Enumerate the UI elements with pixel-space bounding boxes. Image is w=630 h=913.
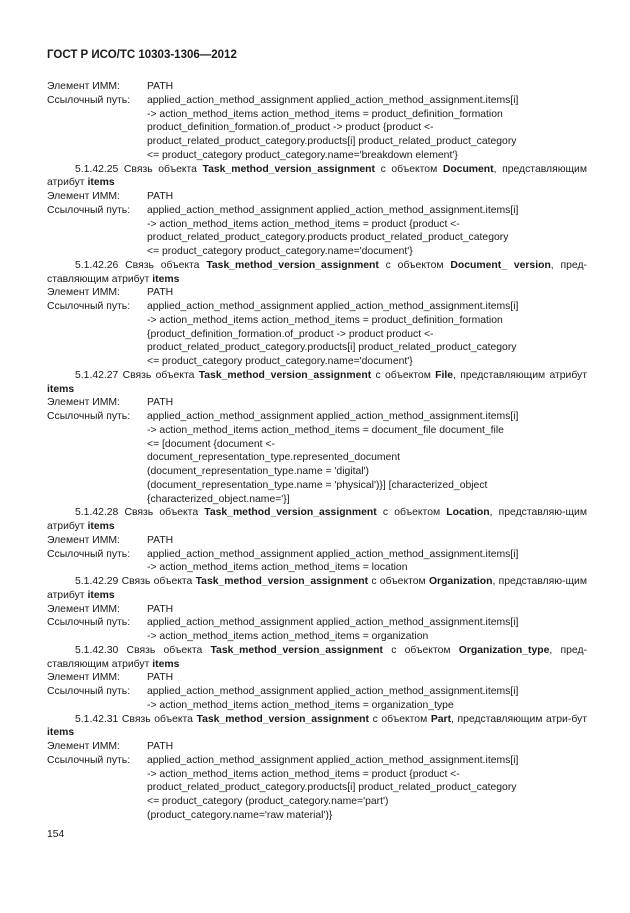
reference-path-line: applied_action_method_assignment applied_action_method_assignment.items[i] xyxy=(147,686,519,697)
heading-bold2: Document_ version xyxy=(450,259,551,271)
mim-element-row xyxy=(47,80,587,94)
reference-path-label: Ссылочный путь: xyxy=(47,686,131,697)
mim-element-value: PATH xyxy=(147,81,174,92)
mim-element-value: PATH xyxy=(147,741,174,752)
mim-element-row xyxy=(47,286,587,300)
reference-path-row xyxy=(47,493,587,507)
mim-element-row xyxy=(47,190,587,204)
reference-path-line: <= product_category (product_category.name='part') xyxy=(147,796,389,807)
reference-path-line: applied_action_method_assignment applied_action_method_assignment.items[i] xyxy=(147,301,519,312)
reference-path-line: -> action_method_items action_method_items = location xyxy=(147,562,408,574)
reference-path-label: Ссылочный путь: xyxy=(47,301,131,312)
mim-element-label: Элемент ИММ: xyxy=(47,191,120,202)
reference-path-line: <= product_category product_category.name='document'} xyxy=(147,356,413,367)
heading-bold1: Task_method_version_assignment xyxy=(196,713,369,725)
reference-path-row xyxy=(47,768,587,782)
heading-bold3: items xyxy=(47,383,75,395)
heading-bold2: Location xyxy=(446,507,490,519)
heading-pre: 5.1.42.27 Связь объекта xyxy=(75,369,199,381)
reference-path-line: product_related_product_category.products[i] product_related_product_category xyxy=(147,782,517,794)
heading-bold3: items xyxy=(152,273,180,285)
reference-path-row xyxy=(47,300,587,314)
heading-post: , представляю-щим атрибут xyxy=(47,576,587,601)
reference-path-line: applied_action_method_assignment applied_action_method_assignment.items[i] xyxy=(147,94,519,106)
reference-path-row xyxy=(47,410,587,424)
mim-element-row xyxy=(47,396,587,410)
section-heading xyxy=(47,644,587,672)
reference-path-row xyxy=(47,561,587,575)
heading-bold3: items xyxy=(47,727,75,739)
reference-path-line: -> action_method_items action_method_items = organization xyxy=(147,631,429,642)
mim-element-row xyxy=(47,671,587,685)
reference-path-line: -> action_method_items action_method_items = document_file document_file xyxy=(147,424,504,436)
reference-path-row xyxy=(47,809,587,823)
reference-path-line: product_related_product_category.products product_related_product_category xyxy=(147,232,509,244)
reference-path-line: product_definition_formation.of_product -> product {product <- xyxy=(147,122,434,134)
reference-path-row xyxy=(47,424,587,438)
heading-bold3: items xyxy=(87,177,115,189)
mim-element-label: Элемент ИММ: xyxy=(47,81,120,92)
heading-pre: 5.1.42.30 Связь объекта xyxy=(75,644,211,656)
section-heading xyxy=(47,575,587,603)
reference-path-line: <= product_category product_category.name='breakdown element'} xyxy=(147,149,458,161)
heading-pre: 5.1.42.29 Связь объекта xyxy=(75,576,196,587)
reference-path-row xyxy=(47,204,587,218)
reference-path-line: applied_action_method_assignment applied_action_method_assignment.items[i] xyxy=(147,548,519,560)
mim-element-row xyxy=(47,603,587,617)
reference-path-row xyxy=(47,218,587,232)
section-heading xyxy=(47,369,587,397)
reference-path-line: {product_definition_formation.of_product -> product product <- xyxy=(147,328,434,340)
reference-path-line: (document_representation_type.name = 'digital') xyxy=(147,466,370,477)
heading-bold1: Task_method_version_assignment xyxy=(195,576,369,587)
heading-post: , представляющим атри-бут xyxy=(451,713,587,725)
heading-pre: 5.1.42.28 Связь объекта xyxy=(75,507,205,519)
reference-path-line: applied_action_method_assignment applied_action_method_assignment.items[i] xyxy=(147,411,519,422)
heading-bold2: Organization_type xyxy=(458,644,550,656)
reference-path-line: -> action_method_items action_method_items = organization_type xyxy=(147,699,454,711)
mim-element-row xyxy=(47,534,587,548)
reference-path-label: Ссылочный путь: xyxy=(47,617,131,629)
heading-bold2: Document xyxy=(442,163,494,175)
heading-mid: с объектом xyxy=(378,259,451,271)
section-heading xyxy=(47,713,587,741)
mim-element-label: Элемент ИММ: xyxy=(47,672,120,684)
reference-path-row xyxy=(47,135,587,149)
heading-mid: с объектом xyxy=(369,713,431,725)
reference-path-label: Ссылочный путь: xyxy=(47,548,131,560)
reference-path-row xyxy=(47,685,587,699)
reference-path-line: applied_action_method_assignment applied_action_method_assignment.items[i] xyxy=(147,617,519,629)
heading-bold1: Task_method_version_assignment xyxy=(202,163,375,175)
heading-bold3: items xyxy=(87,521,115,532)
mim-element-row xyxy=(47,740,587,754)
heading-bold1: Task_method_version_assignment xyxy=(210,644,383,656)
document-body xyxy=(47,80,587,823)
document-header: ГОСТ Р ИСО/ТС 10303-1306—2012 xyxy=(47,49,237,61)
reference-path-row xyxy=(47,149,587,163)
heading-bold2: File xyxy=(435,369,454,381)
reference-path-label: Ссылочный путь: xyxy=(47,754,131,766)
reference-path-line: -> action_method_items action_method_items = product_definition_formation xyxy=(147,314,503,326)
heading-bold2: Organization xyxy=(428,576,493,587)
reference-path-row xyxy=(47,699,587,713)
mim-element-value: PATH xyxy=(147,672,174,684)
reference-path-line: product_related_product_category.products[i] product_related_product_category xyxy=(147,136,517,147)
mim-element-label: Элемент ИММ: xyxy=(47,603,120,615)
reference-path-row xyxy=(47,328,587,342)
reference-path-row xyxy=(47,245,587,259)
reference-path-row xyxy=(47,754,587,768)
reference-path-line: applied_action_method_assignment applied_action_method_assignment.items[i] xyxy=(147,204,519,216)
reference-path-row xyxy=(47,341,587,355)
heading-mid: с объектом xyxy=(368,576,429,587)
mim-element-value: PATH xyxy=(147,287,174,299)
reference-path-row xyxy=(47,479,587,493)
reference-path-row xyxy=(47,465,587,479)
reference-path-row xyxy=(47,616,587,630)
reference-path-line: product_related_product_category.products[i] product_related_product_category xyxy=(147,342,517,354)
reference-path-line: document_representation_type.represented_document xyxy=(147,452,401,464)
heading-bold3: items xyxy=(87,589,115,601)
mim-element-value: PATH xyxy=(147,191,174,202)
reference-path-row xyxy=(47,630,587,644)
heading-mid: с объектом xyxy=(375,163,443,175)
reference-path-label: Ссылочный путь: xyxy=(47,204,131,216)
heading-mid: с объектом xyxy=(371,369,436,381)
heading-post: , представляющим атрибут xyxy=(47,163,587,189)
heading-post: , пред-ставляющим атрибут xyxy=(47,644,587,670)
reference-path-row xyxy=(47,355,587,369)
mim-element-label: Элемент ИММ: xyxy=(47,287,120,299)
reference-path-line: (product_category.name='raw material')} xyxy=(147,809,333,821)
reference-path-line: <= [document {document <- xyxy=(147,438,275,450)
heading-bold2: Part xyxy=(430,713,452,725)
mim-element-value: PATH xyxy=(147,603,174,615)
reference-path-row xyxy=(47,121,587,135)
heading-mid: с объектом xyxy=(382,644,459,656)
mim-element-label: Элемент ИММ: xyxy=(47,534,120,546)
reference-path-row xyxy=(47,781,587,795)
heading-bold1: Task_method_version_assignment xyxy=(206,259,379,271)
heading-bold1: Task_method_version_assignment xyxy=(204,507,377,519)
reference-path-line: (document_representation_type.name = 'physical')}] [characterized_object xyxy=(147,479,488,491)
reference-path-row xyxy=(47,314,587,328)
reference-path-line: {characterized_object.name='}] xyxy=(147,493,290,505)
heading-bold3: items xyxy=(152,658,180,670)
mim-element-label: Элемент ИММ: xyxy=(47,397,120,409)
reference-path-line: applied_action_method_assignment applied_action_method_assignment.items[i] xyxy=(147,754,519,766)
reference-path-line: -> action_method_items action_method_items = product {product <- xyxy=(147,218,460,230)
reference-path-line: -> action_method_items action_method_items = product_definition_formation xyxy=(147,108,503,120)
heading-mid: с объектом xyxy=(376,507,447,519)
heading-bold1: Task_method_version_assignment xyxy=(198,369,372,381)
reference-path-line: -> action_method_items action_method_items = product {product <- xyxy=(147,768,460,780)
reference-path-row xyxy=(47,795,587,809)
section-heading xyxy=(47,259,587,287)
section-heading xyxy=(47,506,587,534)
reference-path-row xyxy=(47,94,587,108)
reference-path-row xyxy=(47,438,587,452)
mim-element-value: PATH xyxy=(147,534,174,546)
heading-post: , представляю-щим атрибут xyxy=(47,507,587,532)
reference-path-row xyxy=(47,108,587,122)
heading-pre: 5.1.42.25 Связь объекта xyxy=(75,163,203,175)
reference-path-row xyxy=(47,231,587,245)
section-heading xyxy=(47,163,587,191)
mim-element-label: Элемент ИММ: xyxy=(47,741,120,752)
reference-path-label: Ссылочный путь: xyxy=(47,411,131,422)
reference-path-row xyxy=(47,548,587,562)
reference-path-line: <= product_category product_category.name='document'} xyxy=(147,246,413,257)
heading-pre: 5.1.42.26 Связь объекта xyxy=(75,259,207,271)
heading-post: , пред-ставляющим атрибут xyxy=(47,259,588,285)
mim-element-value: PATH xyxy=(147,397,174,409)
heading-pre: 5.1.42.31 Связь объекта xyxy=(75,713,197,725)
heading-post: , представляющим атрибут xyxy=(453,369,588,381)
reference-path-label: Ссылочный путь: xyxy=(47,94,131,106)
page-number: 154 xyxy=(47,829,65,840)
reference-path-row xyxy=(47,451,587,465)
